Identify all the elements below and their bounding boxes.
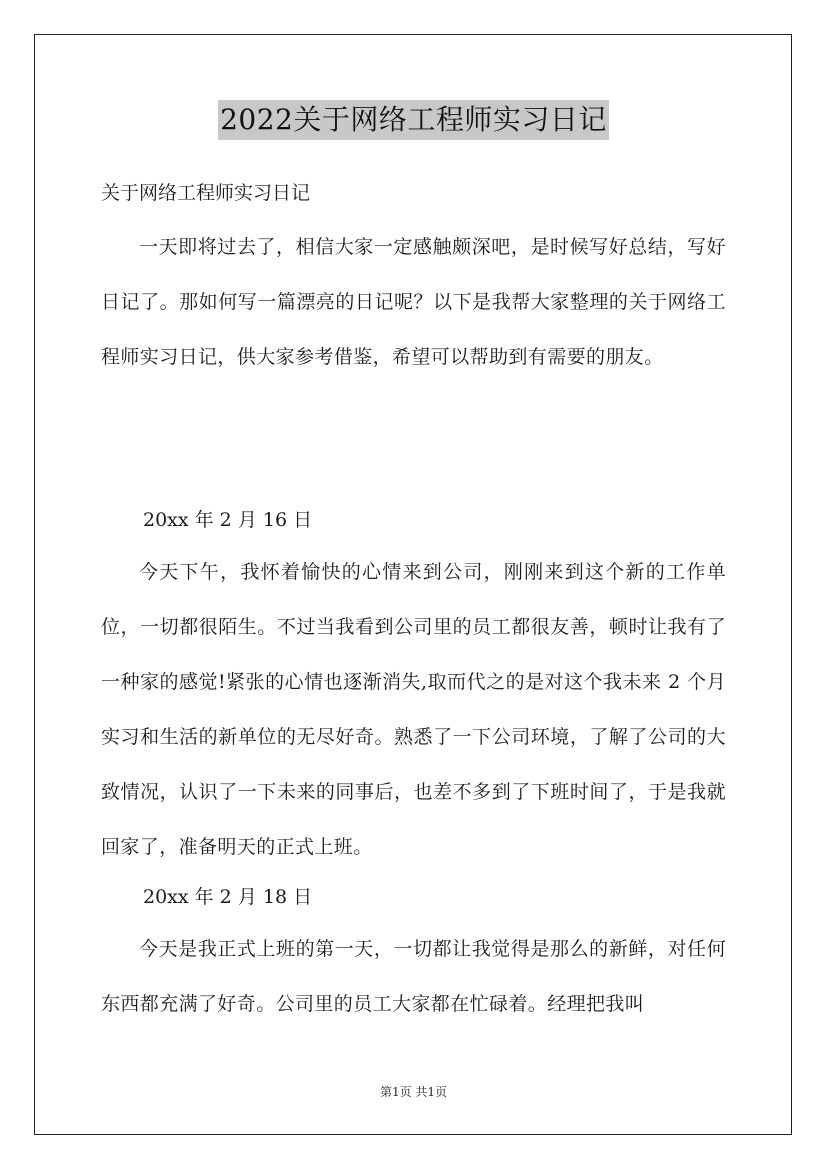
entry-date: 20xx 年 2 月 18 日 bbox=[143, 886, 313, 908]
title-container bbox=[0, 100, 827, 140]
entry-paragraph: 今天是我正式上班的第一天，一切都让我觉得是那么的新鲜，对任何东西都充满了好奇。公司里的员工大家都在忙碌着。经理把我叫 bbox=[101, 938, 726, 1015]
page-footer: 第1页 共1页 bbox=[379, 1085, 448, 1099]
entry-paragraph: 今天下午，我怀着愉快的心情来到公司，刚刚来到这个新的工作单位，一切都很陌生。不过当我看到公司里的员工都很友善，顿时让我有了一种家的感觉!紧张的心情也逐渐消失,取而代之的是对这个我未来 2 个月实习和生活的新单位的无尽好奇。熟悉了一下公司环境，了解了公司的大致情况，认识了一下未来的同事后，也差不多到了下班时间了，于是我就回家了，准备明天的正式上班。 bbox=[101, 561, 726, 858]
intro-paragraph: 一天即将过去了，相信大家一定感触颇深吧，是时候写好总结，写好日记了。那如何写一篇漂亮的日记呢？以下是我帮大家整理的关于网络工程师实习日记，供大家参考借鉴，希望可以帮助到有需要的朋友。 bbox=[101, 236, 726, 368]
document-title: 2022关于网络工程师实习日记 bbox=[218, 100, 609, 140]
entry-date: 20xx 年 2 月 16 日 bbox=[143, 509, 313, 531]
document-subtitle: 关于网络工程师实习日记 bbox=[101, 182, 311, 204]
